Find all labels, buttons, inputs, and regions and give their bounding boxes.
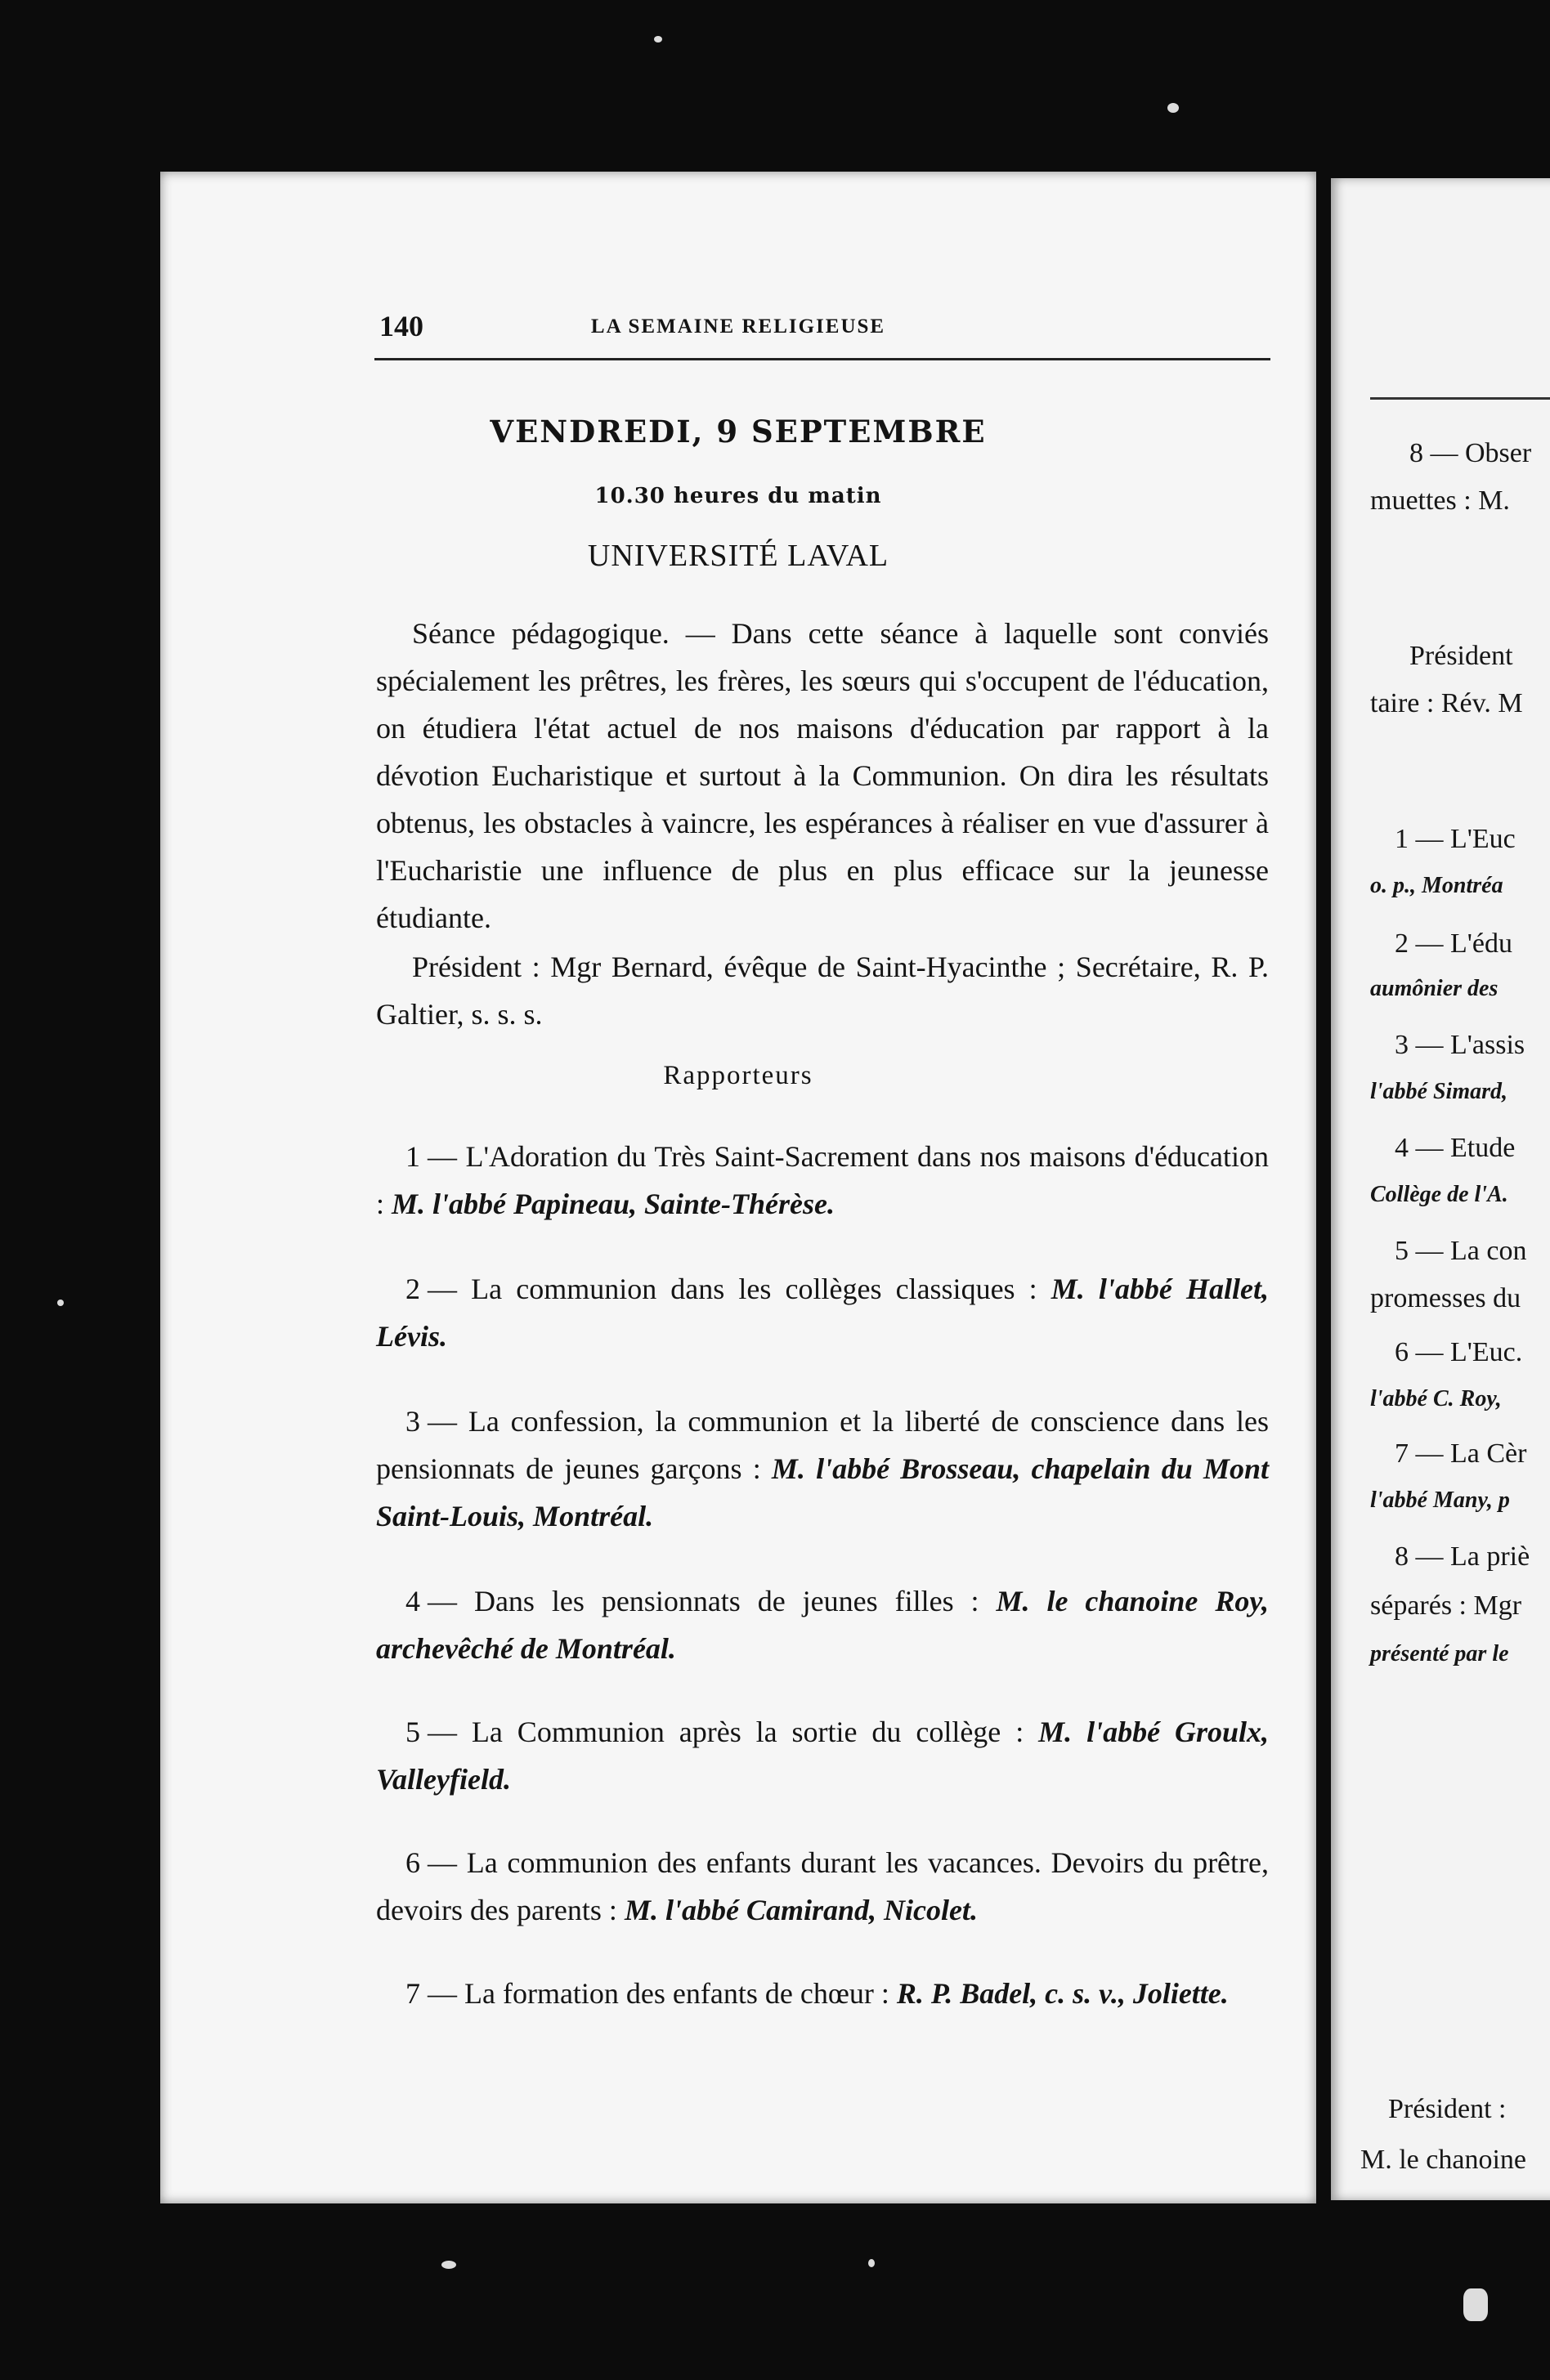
- item-text: La communion dans les collèges classiques :: [471, 1273, 1037, 1305]
- item-text: Dans les pensionnats de jeunes filles :: [473, 1585, 979, 1617]
- item-author: M. l'abbé Brosseau, chapelain du Mont Saint-Louis, Montréal.: [376, 1452, 1270, 1532]
- rapport-item-6: [376, 1839, 1269, 1934]
- header-rule: [374, 358, 1270, 360]
- scan-speck: [868, 2259, 875, 2267]
- item-text: La Communion après la sortie du collège :: [471, 1716, 1024, 1748]
- facing-line: 3 — L'assis: [1395, 1030, 1525, 1060]
- page-sheet: [160, 172, 1316, 2203]
- facing-line: 4 — Etude: [1395, 1133, 1516, 1163]
- president-text: Président : Mgr Bernard, évêque de Saint-Hyacinthe ; Secrétaire, R. P. Galtier, s. s. s.: [376, 951, 1269, 1031]
- facing-line: muettes : M.: [1370, 485, 1510, 516]
- rapport-item-1: [376, 1133, 1269, 1228]
- item-text: La formation des enfants de chœur :: [464, 1977, 889, 2010]
- item-number: 4 —: [405, 1585, 457, 1617]
- scan-speck: [441, 2261, 456, 2269]
- item-number: 6 —: [405, 1846, 457, 1879]
- day-heading: VENDREDI, 9 SEPTEMBRE: [490, 414, 987, 450]
- item-number: 3 —: [405, 1405, 457, 1438]
- scan-speck: [1167, 103, 1179, 113]
- president-paragraph: [376, 943, 1269, 1038]
- item-author: M. le chanoine Roy, archevêché de Montréal.: [376, 1585, 1270, 1665]
- facing-line: Président :: [1388, 2094, 1507, 2124]
- facing-line: 7 — La Cèr: [1395, 1438, 1527, 1469]
- item-author: M. l'abbé Hallet, Lévis.: [376, 1273, 1270, 1353]
- time-heading: 10.30 heures du matin: [594, 484, 882, 508]
- rapport-item-7: [376, 1970, 1269, 2017]
- facing-line: 8 — La priè: [1395, 1541, 1530, 1572]
- facing-page: [1331, 178, 1550, 2200]
- facing-line: séparés : Mgr: [1370, 1590, 1522, 1621]
- facing-line: aumônier des: [1370, 976, 1498, 1001]
- facing-line: Président: [1409, 641, 1513, 671]
- facing-line: présenté par le: [1370, 1641, 1509, 1666]
- item-text: La confession, la communion et la liberté de conscience dans les pensionnats de jeunes garçons :: [376, 1405, 1269, 1485]
- scan-speck: [654, 36, 662, 42]
- rapport-item-2: [376, 1265, 1269, 1360]
- item-text: L'Adoration du Très Saint-Sacrement dans nos maisons d'éducation :: [376, 1140, 1270, 1220]
- facing-line: 6 — L'Euc.: [1395, 1337, 1523, 1367]
- item-number: 5 —: [405, 1716, 457, 1748]
- intro-text: Séance pédagogique. — Dans cette séance à laquelle sont conviés spécialement les prêtres, les frères, les sœurs qui s'occupent de l'éducation, on étudiera l'état actuel de nos maisons d'éducation par rapport à la dévotion Eucharistique et surtout à la Communion. On dira les résultats obtenus, les obstacles à vaincre, les espérances à réaliser en vue d'assurer à l'Eucharistie une influence de plus en plus efficace sur la jeunesse étudiante.: [376, 617, 1269, 934]
- facing-page-rule: [1370, 397, 1550, 400]
- page-number: 140: [379, 310, 423, 342]
- item-number: 2 —: [405, 1273, 457, 1305]
- venue-heading: UNIVERSITÉ LAVAL: [587, 539, 889, 573]
- facing-line: promesses du: [1370, 1283, 1521, 1313]
- item-author: M. l'abbé Papineau, Sainte-Thérèse.: [392, 1188, 835, 1220]
- facing-line: l'abbé C. Roy,: [1370, 1386, 1502, 1411]
- item-author: M. l'abbé Groulx, Valleyfield.: [376, 1716, 1270, 1796]
- item-number: 7 —: [405, 1977, 457, 2010]
- running-title: LA SEMAINE RELIGIEUSE: [590, 315, 886, 338]
- item-number: 1 —: [405, 1140, 457, 1173]
- facing-line: taire : Rév. M: [1370, 688, 1523, 718]
- facing-line: Collège de l'A.: [1370, 1182, 1508, 1207]
- facing-line: l'abbé Simard,: [1370, 1079, 1508, 1104]
- rapport-item-5: [376, 1708, 1269, 1803]
- item-text: La communion des enfants durant les vacances. Devoirs du prêtre, devoirs des parents :: [376, 1846, 1270, 1926]
- rapport-item-4: [376, 1577, 1269, 1672]
- item-author: R. P. Badel, c. s. v., Joliette.: [896, 1977, 1229, 2010]
- intro-paragraph: [376, 610, 1269, 942]
- facing-line: o. p., Montréa: [1370, 873, 1503, 898]
- facing-line: 8 — Obser: [1409, 438, 1532, 468]
- rapport-item-3: [376, 1398, 1269, 1540]
- scan-speck: [57, 1300, 64, 1306]
- item-author: M. l'abbé Camirand, Nicolet.: [624, 1894, 978, 1926]
- facing-line: M. le chanoine: [1360, 2145, 1526, 2175]
- facing-line: 5 — La con: [1395, 1236, 1527, 1266]
- facing-line: 1 — L'Euc: [1395, 824, 1516, 854]
- scan-speck: [1463, 2288, 1488, 2321]
- facing-line: 2 — L'édu: [1395, 928, 1512, 959]
- rapporteurs-heading: Rapporteurs: [663, 1061, 813, 1090]
- facing-line: l'abbé Many, p: [1370, 1488, 1510, 1513]
